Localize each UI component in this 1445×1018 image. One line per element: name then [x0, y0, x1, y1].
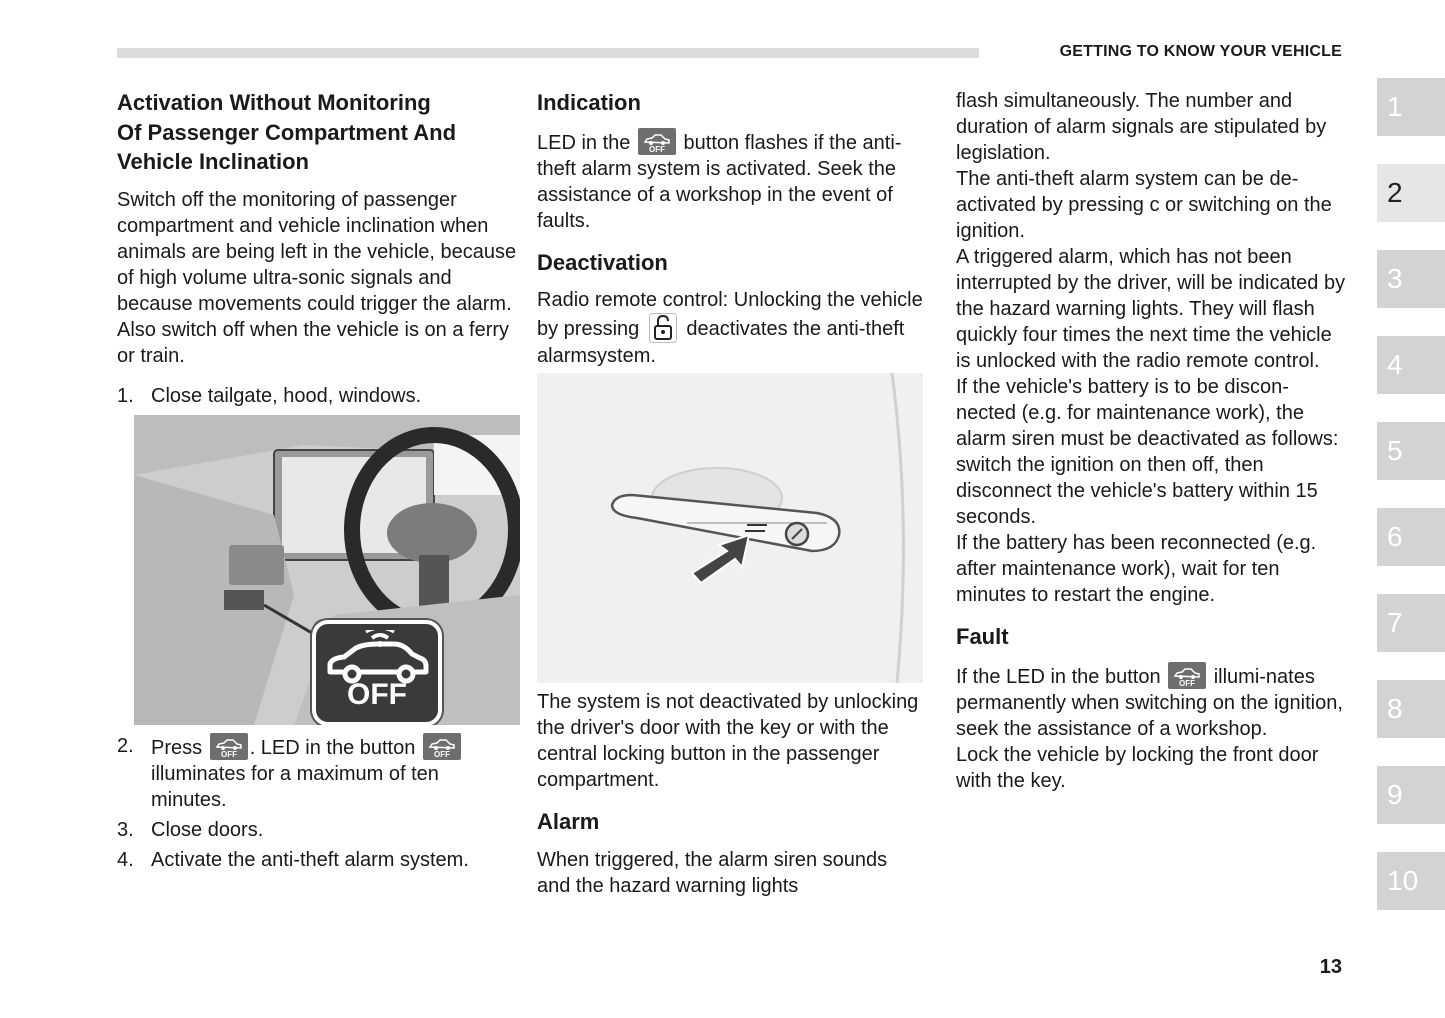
heading-deactivation: Deactivation	[537, 249, 668, 275]
deactivation-paragraph: Radio remote control: Unlocking the vehicle by pressing deactivates the anti-theft alarmsystem.	[537, 289, 923, 367]
step-3: 3. Close doors.	[117, 818, 264, 841]
svg-text:OFF: OFF	[1179, 678, 1196, 687]
svg-text:OFF: OFF	[648, 144, 665, 153]
alarm-continued: flash simultaneously. The number and duration of alarm signals are stipulated by legislation.	[956, 90, 1327, 164]
heading-fault: Fault	[956, 624, 1009, 649]
chapter-tab-9[interactable]: 9	[1377, 766, 1445, 824]
heading-indication: Indication	[537, 90, 641, 115]
page-number: 13	[1319, 956, 1342, 978]
car-alarm-off-icon	[210, 733, 248, 760]
chapter-tab-8[interactable]: 8	[1377, 680, 1445, 738]
car-alarm-off-icon	[638, 128, 676, 155]
step-1: 1. Close tailgate, hood, windows.	[117, 384, 422, 407]
column-2	[537, 88, 923, 899]
header-rule	[117, 48, 979, 58]
chapter-tab-2[interactable]: 2	[1377, 164, 1445, 222]
chapter-tab-10[interactable]: 10	[1377, 852, 1445, 910]
heading-activation: Activation Without Monitoring Of Passenger Compartment And Vehicle Inclination	[117, 90, 457, 174]
deactivate-alarm-paragraph: The anti-theft alarm system can be de-activated by pressing c or switching on the ignition.	[956, 168, 1332, 242]
lock-note-paragraph: Lock the vehicle by locking the front door with the key.	[956, 743, 1319, 792]
door-handle-illustration	[537, 373, 923, 683]
svg-text:OFF: OFF	[220, 749, 237, 758]
off-label: OFF	[347, 677, 407, 711]
chapter-tab-6[interactable]: 6	[1377, 508, 1445, 566]
alarm-off-badge	[312, 620, 442, 725]
battery-reconnect-paragraph: If the battery has been reconnected (e.g. after maintenance work), wait for ten minutes to restart the engine.	[956, 532, 1317, 606]
car-alarm-off-icon	[1168, 662, 1206, 689]
chapter-tab-7[interactable]: 7	[1377, 594, 1445, 652]
unlock-icon	[649, 313, 677, 343]
chapter-tab-3[interactable]: 3	[1377, 250, 1445, 308]
alarm-paragraph: When triggered, the alarm siren sounds and the hazard warning lights	[537, 848, 888, 897]
door-handle-drawing	[537, 373, 923, 683]
chapter-tab-5[interactable]: 5	[1377, 422, 1445, 480]
triggered-alarm-paragraph: A triggered alarm, which has not been interrupted by the driver, will be indicated by the hazard warning lights. They will flash quickly four times the next time the vehicle is unlocked with the radio remote control.	[956, 246, 1346, 372]
dashboard-illustration	[134, 415, 520, 725]
indication-paragraph: LED in the OFF button flashes if the anti-theft alarm system is activated. Seek the assistance of a workshop in the event of faults.	[537, 128, 923, 234]
step-2: 2. Press OFF . LED in the button OFF illuminates for a maximum of ten minutes.	[117, 733, 517, 813]
battery-disconnect-paragraph: If the vehicle's battery is to be discon-nected (e.g. for maintenance work), the alarm siren must be deactivated as follows: switch the ignition on then off, then disconnect the vehicle's battery within 15 seconds.	[956, 376, 1339, 528]
not-deactivated-paragraph: The system is not deactivated by unlocking the driver's door with the key or with the central locking button in the passenger compartment.	[537, 691, 919, 791]
chapter-tab-4[interactable]: 4	[1377, 336, 1445, 394]
column-1	[117, 88, 517, 877]
chapter-tab-1[interactable]: 1	[1377, 78, 1445, 136]
step-4: 4. Activate the anti-theft alarm system.	[117, 848, 469, 871]
column-3	[956, 88, 1346, 794]
intro-paragraph: Switch off the monitoring of passenger compartment and vehicle inclination when animals are being left in the vehicle, because of high volume ultra-sonic signals and because movements could trigger the alarm. Also switch off when the vehicle is on a ferry or train.	[117, 188, 517, 367]
running-title: GETTING TO KNOW YOUR VEHICLE	[1059, 43, 1342, 60]
svg-text:OFF: OFF	[433, 749, 450, 758]
heading-alarm: Alarm	[537, 809, 600, 834]
fault-paragraph: If the LED in the button OFF illumi-nates permanently when switching on the ignition, seek the assistance of a workshop.	[956, 662, 1346, 742]
car-alarm-off-icon	[423, 733, 461, 760]
